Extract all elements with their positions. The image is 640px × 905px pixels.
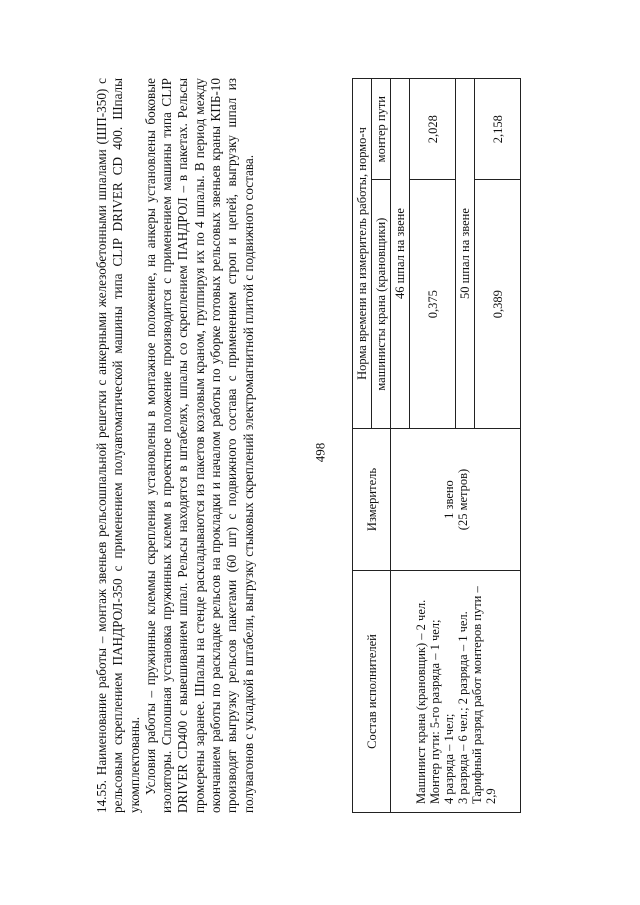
header-unit: Измеритель xyxy=(353,429,391,571)
header-track-fitter: монтер пути xyxy=(372,79,391,180)
body-text xyxy=(94,78,257,813)
section-50-label: 50 шпал на звене xyxy=(456,79,475,429)
work-conditions-paragraph: Условия работы – пружинные клеммы скрепления установлены в монтажное положение, на анкеры установлены боковые изоляторы. Сплошная установка пружинных клемм в проектное положение производится с применением машины типа CLIP DRIVER CD400 с вывешиванием шпал. Рельсы находятся в штабелях, шпалы со скреплением ПАНДРОЛ – в пакетах. Рельсы промерены заранее. Шпалы на стенде раскладываются из пакетов козловым краном, группируя их по 4 шпалы. В период между окончанием работы по раскладке рельсов на прокладки и началом работы по уборке готовых рельсовых звеньев краны КПБ-10 производят выгрузку рельсов пакетами (60 шт) с подвижного состава с применением строп и цепей, выгрузку шпал из полувагонов с укладкой в штабели, выгрузку стыковых скреплений электромагнитной плитой с подвижного состава. xyxy=(142,78,256,813)
header-composition: Состав исполнителей xyxy=(353,571,391,813)
composition-cell xyxy=(391,571,521,813)
header-crane-operators: машинисты крана (крановщики) xyxy=(372,180,391,429)
unit-line: 1 звено xyxy=(441,480,456,519)
value-50-track: 2,158 xyxy=(475,79,521,180)
unit-cell xyxy=(391,429,521,571)
value-46-crane: 0,375 xyxy=(410,180,456,429)
unit-line: (25 метров) xyxy=(455,468,470,531)
composition-line: 4 разряда – 1чел; xyxy=(441,713,456,804)
composition-line: Машинист крана (крановщик) – 2 чел. xyxy=(413,599,428,804)
section-title-paragraph: 14.55. Наименование работы – монтаж звеньев рельсошпальной решетки с анкерными железобетонными шпалами (ШП-350) с рельсовым скреплением ПАНДРОЛ-350 с применением полуавтоматической машины типа CLIP DRIVER CD 400. Шпалы укомплектованы. xyxy=(94,78,142,813)
time-norm-table xyxy=(352,78,521,813)
rotated-content xyxy=(94,78,640,813)
composition-line: Монтер пути: 5-го разряда – 1 чел; xyxy=(427,619,442,804)
header-norm: Норма времени на измеритель работы, нормо-ч xyxy=(353,79,372,429)
page-number: 498 xyxy=(312,442,328,463)
value-50-crane: 0,389 xyxy=(475,180,521,429)
composition-line: 3 разряда – 6 чел.; 2 разряда – 1 чел. xyxy=(455,611,470,804)
section-46-label: 46 шпал на звене xyxy=(391,79,410,429)
composition-line: Тарифный разряд работ монтеров пути – 2,9 xyxy=(469,586,498,804)
value-46-track: 2,028 xyxy=(410,79,456,180)
